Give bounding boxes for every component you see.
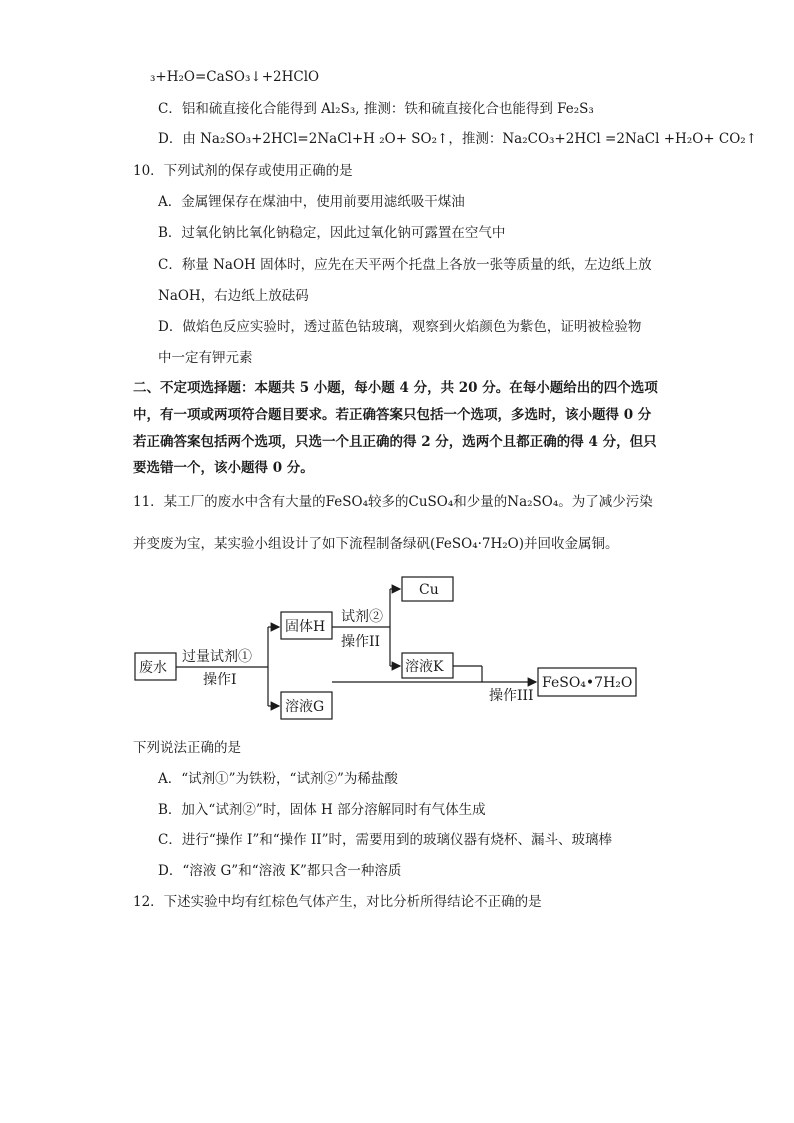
option-c-q10: C．称量 NaOH 固体时，应先在天平两个托盘上各放一张等质量的纸，左边纸上放 bbox=[158, 257, 652, 273]
question-10-stem: 10．下列试剂的保存或使用正确的是 bbox=[133, 163, 353, 179]
option-a-q11: A．“试剂①”为铁粉，“试剂②”为稀盐酸 bbox=[158, 771, 398, 787]
cu-label: Cu bbox=[419, 582, 439, 598]
question-11-stem: 11．某工厂的废水中含有大量的FeSO₄较多的CuSO₄和少量的Na₂SO₄。为了减少污染 bbox=[133, 494, 653, 510]
solid-h-label: 固体H bbox=[285, 619, 326, 635]
reagent-1-label: 过量试剂① bbox=[182, 649, 252, 665]
question-12-stem: 12．下述实验中均有红棕色气体产生，对比分析所得结论不正确的是 bbox=[133, 894, 542, 910]
product-label: FeSO₄•7H₂O bbox=[542, 675, 633, 691]
option-c-q11: C．进行“操作 I”和“操作 II”时，需要用到的玻璃仪器有烧杯、漏斗、玻璃棒 bbox=[158, 832, 613, 848]
reagent-2-label: 试剂② bbox=[341, 609, 383, 625]
option-d-q10: D．做焰色反应实验时，透过蓝色钴玻璃，观察到火焰颜色为紫色，证明被检验物 bbox=[158, 319, 642, 335]
option-b-continuation: ₃+H₂O=CaSO₃↓+2HClO bbox=[150, 69, 320, 85]
operation-3-label: 操作III bbox=[489, 688, 534, 704]
section-2-instructions-1: 中，有一项或两项符合题目要求。若正确答案只包括一个选项，多选时，该小题得 0 分 bbox=[133, 407, 652, 423]
option-b-q10: B．过氧化钠比氧化钠稳定，因此过氧化钠可露置在空气中 bbox=[158, 225, 506, 241]
flow-diagram bbox=[0, 560, 794, 720]
question-11-stem-cont: 并变废为宝，某实验小组设计了如下流程制备绿矾(FeSO₄·7H₂O)并回收金属铜。 bbox=[133, 536, 619, 552]
section-2-heading: 二、不定项选择题：本题共 5 小题，每小题 4 分，共 20 分。在每小题给出的四个选项 bbox=[133, 380, 658, 396]
solution-k-label: 溶液K bbox=[405, 659, 444, 675]
waste-label: 废水 bbox=[139, 660, 167, 676]
option-b-q11: B．加入“试剂②”时，固体 H 部分溶解同时有气体生成 bbox=[158, 802, 486, 818]
option-d-q11: D．“溶液 G”和“溶液 K”都只含一种溶质 bbox=[158, 863, 402, 879]
question-11-prompt: 下列说法正确的是 bbox=[133, 740, 241, 756]
section-2-instructions-3: 要选错一个，该小题得 0 分。 bbox=[133, 460, 314, 476]
section-2-instructions-2: 若正确答案包括两个选项，只选一个且正确的得 2 分，选两个且都正确的得 4 分，但只 bbox=[133, 434, 657, 450]
operation-1-label: 操作I bbox=[203, 672, 237, 688]
option-d-q10-cont: 中一定有钾元素 bbox=[158, 350, 253, 366]
option-c-q9: C．铝和硫直接化合能得到 Al₂S₃, 推测：铁和硫直接化合也能得到 Fe₂S₃ bbox=[158, 101, 594, 117]
solution-g-label: 溶液G bbox=[285, 699, 325, 715]
option-c-q10-cont: NaOH，右边纸上放砝码 bbox=[158, 288, 309, 304]
option-a-q10: A．金属锂保存在煤油中，使用前要用滤纸吸干煤油 bbox=[158, 194, 465, 210]
operation-2-label: 操作II bbox=[341, 634, 381, 650]
option-d-q9: D．由 Na₂SO₃+2HCl=2NaCl+H ₂O+ SO₂↑，推测：Na₂CO₃+2HCl =2NaCl +H₂O+ CO₂↑ bbox=[158, 131, 758, 147]
